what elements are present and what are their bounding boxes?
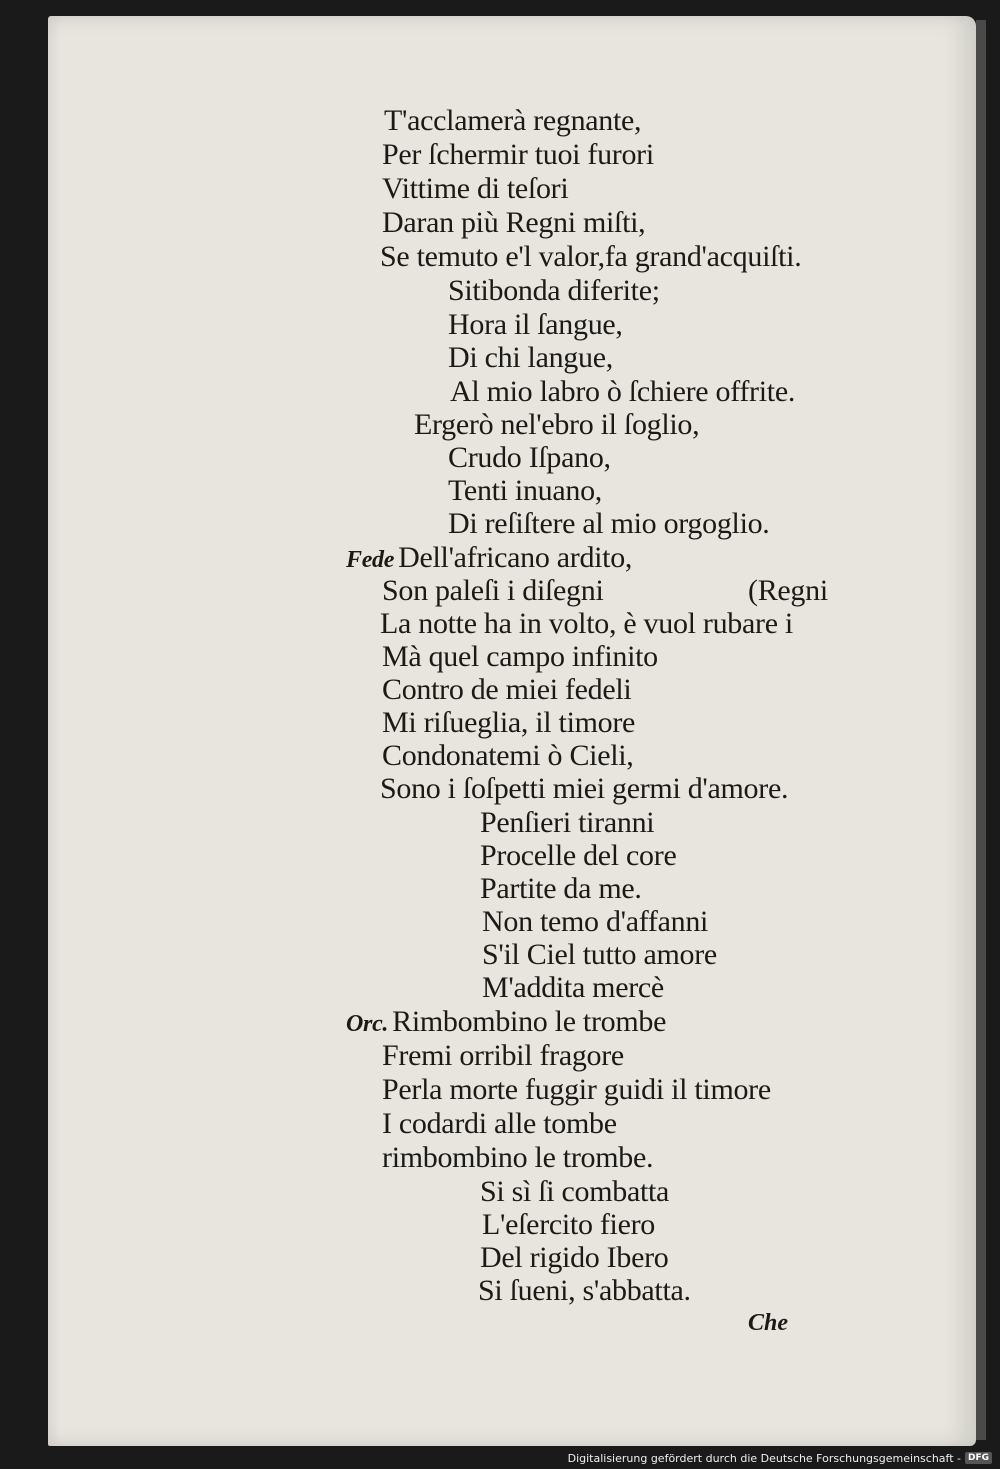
verse-line: Son paleſi i diſegni xyxy=(382,574,604,607)
footer-text: Digitalisierung gefördert durch die Deutsche Forschungsgemeinschaft - xyxy=(567,1451,961,1465)
verse-line: Mi riſueglia, il timore xyxy=(382,706,636,739)
verse-line: Al mio labro ò ſchiere offrite. xyxy=(450,375,796,408)
dfg-logo-icon: DFG xyxy=(965,1452,992,1464)
verse-line: Contro de miei fedeli xyxy=(382,673,632,706)
verse-line: Tenti inuano, xyxy=(448,474,602,507)
verse-text: Rimbombino le trombe xyxy=(392,1005,667,1038)
verse-line: L'eſercito fiero xyxy=(482,1208,656,1241)
verse-line: Partite da me. xyxy=(480,872,642,905)
verse-line: Per ſchermir tuoi furori xyxy=(382,138,654,171)
verse-line: S'il Ciel tutto amore xyxy=(482,938,717,971)
verse-line: Crudo Iſpano, xyxy=(448,441,611,474)
verse-line: Penſieri tiranni xyxy=(480,806,655,839)
verse-line: Hora il ſangue, xyxy=(448,308,623,341)
verse-line: M'addita mercè xyxy=(482,971,664,1004)
verse-line: Condonatemi ò Cieli, xyxy=(382,739,634,772)
verse-line: T'acclamerà regnante, xyxy=(384,104,642,137)
verse-line: La notte ha in volto, è vuol rubare i xyxy=(380,607,793,640)
verse-line: Del rigido Ibero xyxy=(480,1241,669,1274)
verse-line: I codardi alle tombe xyxy=(382,1107,617,1140)
verse-line: Di chi langue, xyxy=(448,341,613,374)
page-edge xyxy=(976,20,986,1440)
speaker-label: Fede xyxy=(346,547,395,573)
verse-line: Non temo d'affanni xyxy=(482,905,709,938)
verse-line: Ergerò nel'ebro il ſoglio, xyxy=(414,408,700,441)
verse-line: Se temuto e'l valor,fa grand'acquiſti. xyxy=(380,240,802,273)
catchword: Che xyxy=(748,1310,789,1336)
verse-line: Fremi orribil fragore xyxy=(382,1039,624,1072)
verse-line: Procelle del core xyxy=(480,839,677,872)
verse-line: Sono i ſoſpetti miei germi d'amore. xyxy=(380,772,789,805)
verse-line: Perla morte fuggir guidi il timore xyxy=(382,1073,771,1106)
speaker-line xyxy=(346,1005,666,1041)
verse-line: Di reſiſtere al mio orgoglio. xyxy=(448,507,770,540)
speaker-label: Orc. xyxy=(346,1011,389,1037)
speaker-line xyxy=(346,541,632,577)
verse-line: Si ſueni, s'abbatta. xyxy=(478,1274,691,1307)
verse-text: Dell'africano ardito, xyxy=(398,541,633,574)
verse-line: Daran più Regni miſti, xyxy=(382,206,646,239)
verse-line: Mà quel campo infinito xyxy=(382,640,658,673)
verse-line: Vittime di teſori xyxy=(382,172,569,205)
verse-line: rimbombino le trombe. xyxy=(382,1141,654,1174)
digitization-footer xyxy=(568,1450,992,1466)
verse-line: Si sì ſi combatta xyxy=(480,1175,670,1208)
verse-line: Sitibonda diferite; xyxy=(448,274,660,307)
verse-line-overflow: (Regni xyxy=(748,574,828,607)
